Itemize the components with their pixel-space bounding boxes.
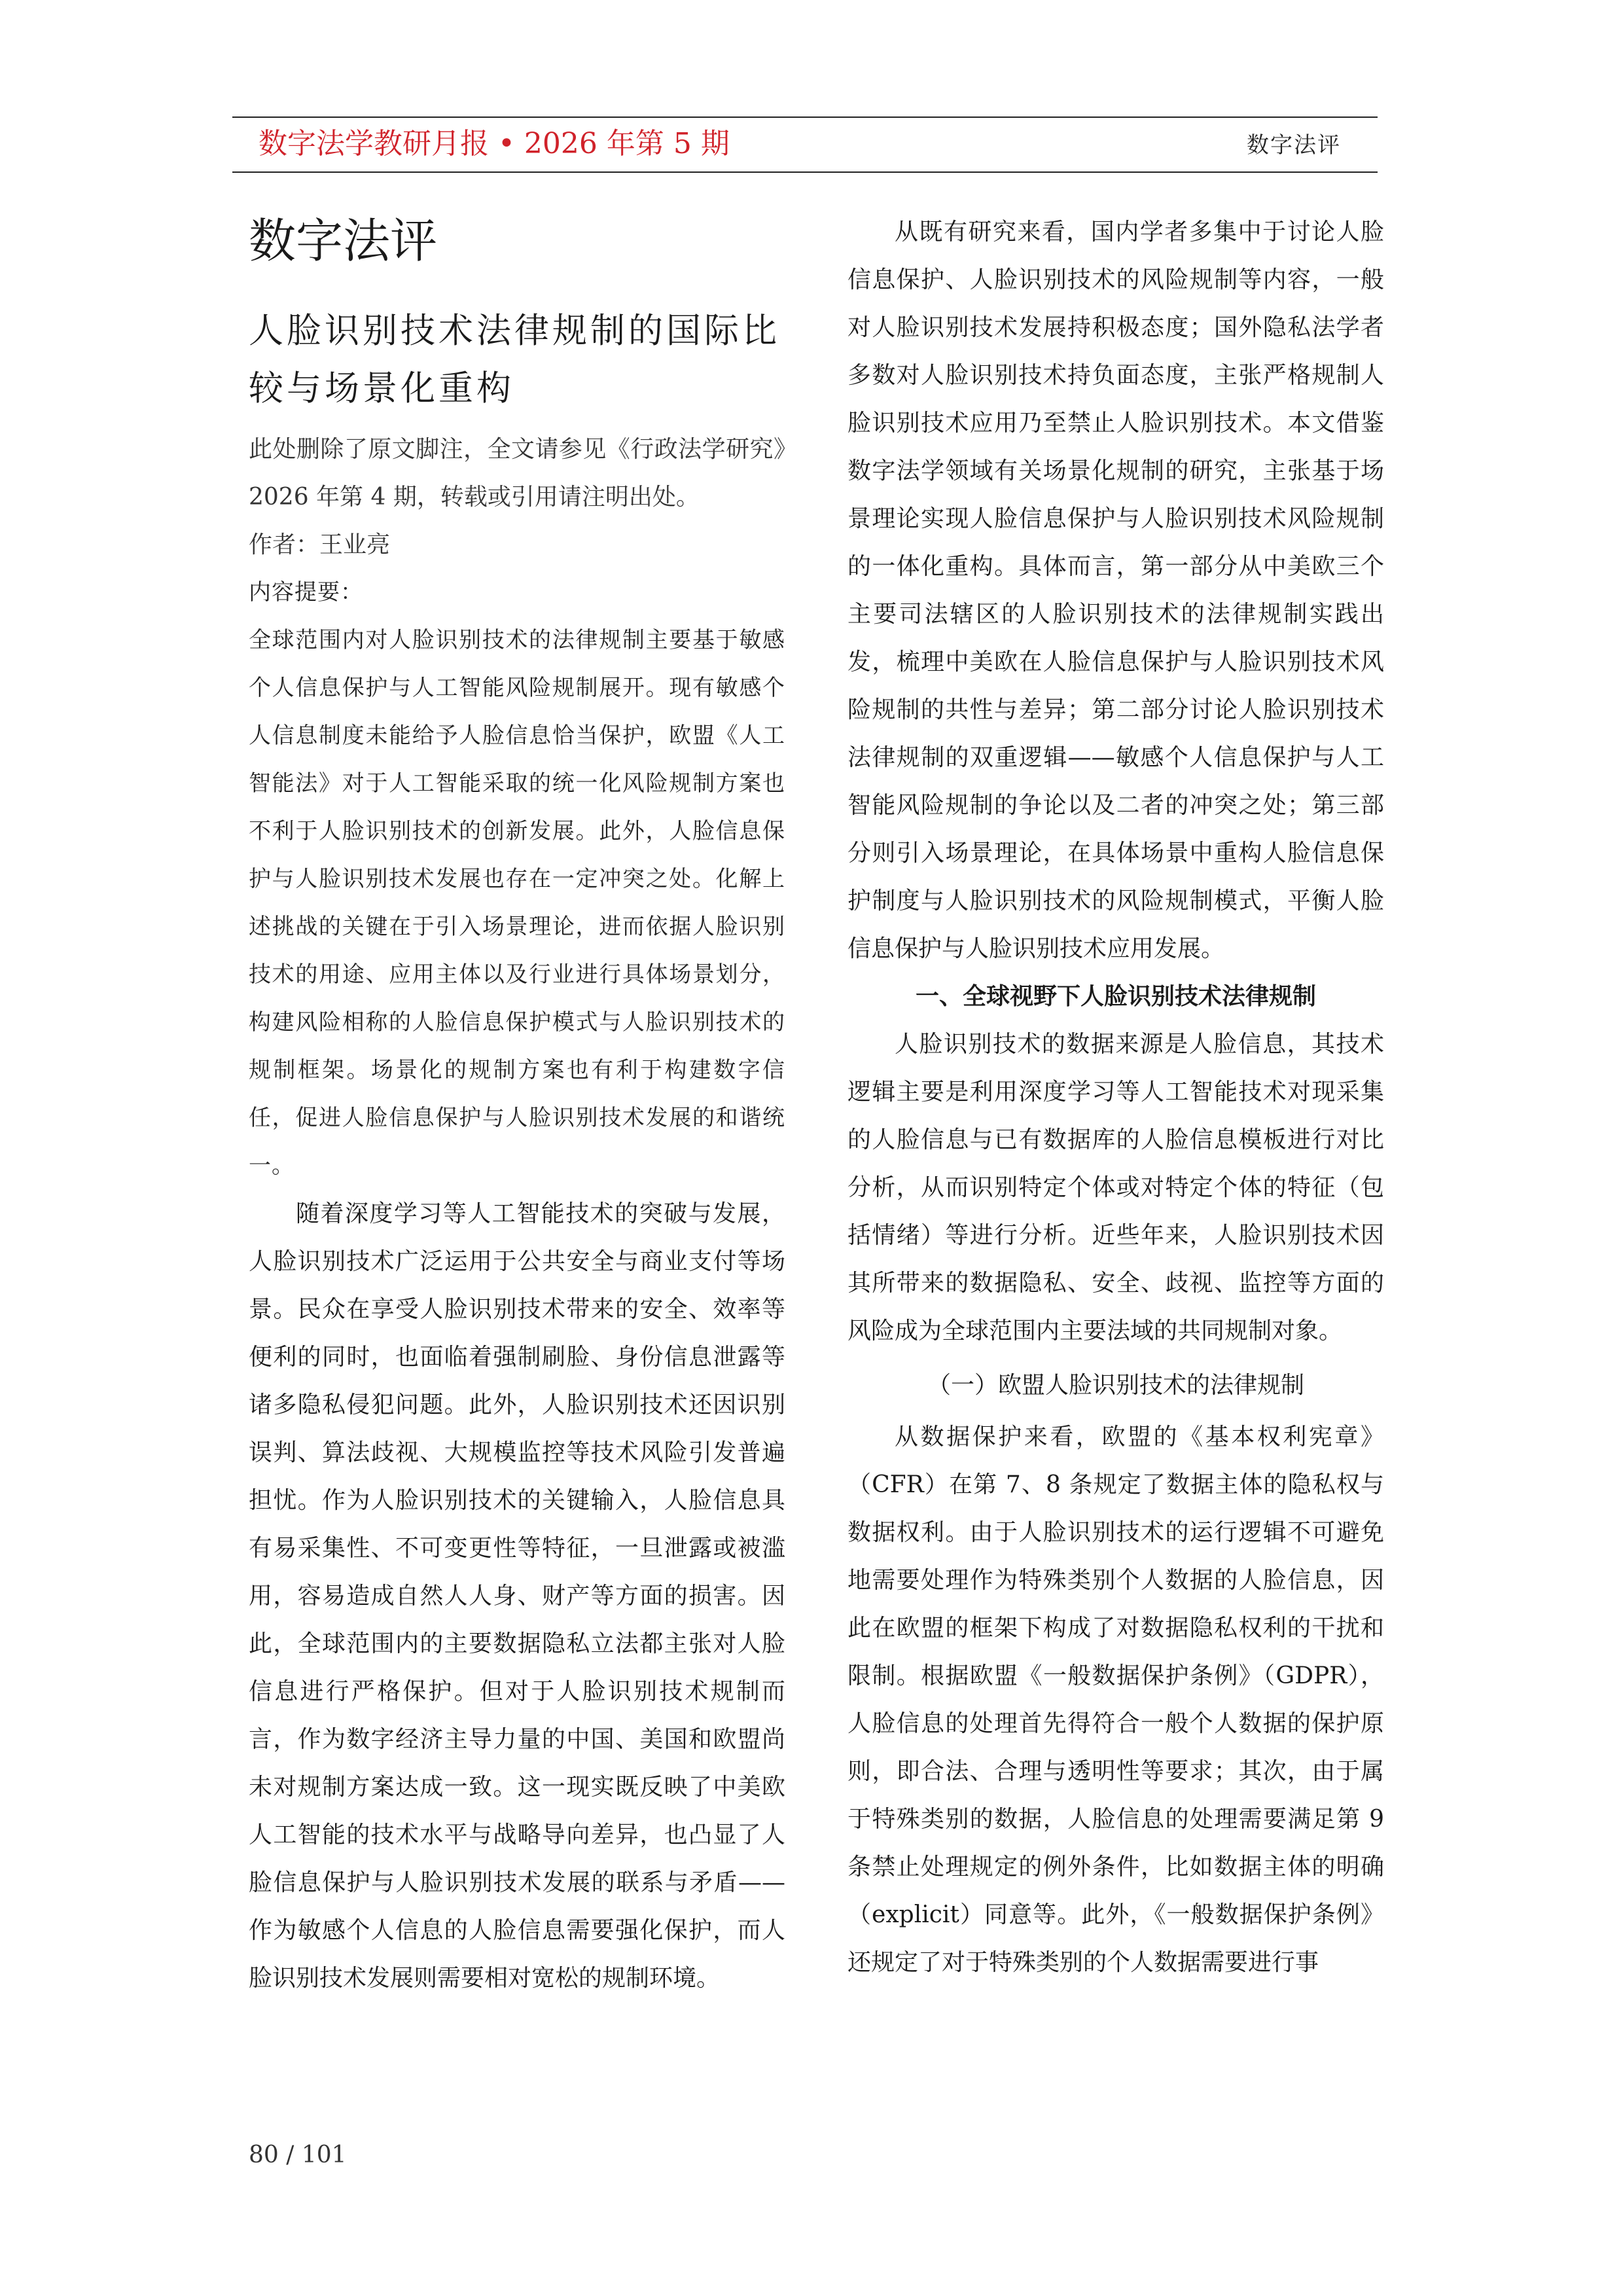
journal-title: 数字法学教研月报 • 2026 年第 5 期 <box>259 127 730 160</box>
section-heading: 数字法评 <box>249 213 438 268</box>
author-line: 作者：王业亮 <box>249 531 391 558</box>
header-top-rule <box>232 117 1378 118</box>
left-column <box>249 208 785 2002</box>
header-section-label: 数字法评 <box>1247 132 1341 158</box>
intro-paragraph: 随着深度学习等人工智能技术的突破与发展，人脸识别技术广泛运用于公共安全与商业支付等场景。民众在享受人脸识别技术带来的安全、效率等便利的同时，也面临着强制刷脸、身份信息泄露等诸多隐私侵犯问题。此外，人脸识别技术还因识别误判、算法歧视、大规模监控等技术风险引发普遍担忧。作为人脸识别技术的关键输入，人脸信息具有易采集性、不可变更性等特征，一旦泄露或被滥用，容易造成自然人人身、财产等方面的损害。因此，全球范围内的主要数据隐私立法都主张对人脸信息进行严格保护。但对于人脸识别技术规制而言，作为数字经济主导力量的中国、美国和欧盟尚未对规制方案达成一致。这一现实既反映了中美欧人工智能的技术水平与战略导向差异，也凸显了人脸信息保护与人脸识别技术发展的联系与矛盾——作为敏感个人信息的人脸信息需要强化保护，而人脸识别技术发展则需要相对宽松的规制环境。 <box>249 1200 785 1992</box>
header-bottom-rule <box>232 171 1378 173</box>
source-note: 此处删除了原文脚注，全文请参见《行政法学研究》2026 年第 4 期，转载或引用请注明出处。 <box>249 436 785 511</box>
article-title: 人脸识别技术法律规制的国际比较与场景化重构 <box>249 311 780 408</box>
abstract-text: 全球范围内对人脸识别技术的法律规制主要基于敏感个人信息保护与人工智能风险规制展开。现有敏感个人信息制度未能给予人脸信息恰当保护，欧盟《人工智能法》对于人工智能采取的统一化风险规制方案也不利于人脸识别技术的创新发展。此外，人脸信息保护与人脸识别技术发展也存在一定冲突之处。化解上述挑战的关键在于引入场景理论，进而依据人脸识别技术的用途、应用主体以及行业进行具体场景划分，构建风险相称的人脸信息保护模式与人脸识别技术的规制框架。场景化的规制方案也有利于构建数字信任，促进人脸信息保护与人脸识别技术发展的和谐统一。 <box>249 627 785 1179</box>
tech-paragraph: 人脸识别技术的数据来源是人脸信息，其技术逻辑主要是利用深度学习等人工智能技术对现采集的人脸信息与已有数据库的人脸信息模板进行对比分析，从而识别特定个体或对特定个体的特征（包括情绪）等进行分析。近些年来，人脸识别技术因其所带来的数据隐私、安全、歧视、监控等方面的风险成为全球范围内主要法域的共同规制对象。 <box>847 1031 1384 1344</box>
heading-part-one: 一、全球视野下人脸识别技术法律规制 <box>915 982 1316 1010</box>
research-paragraph: 从既有研究来看，国内学者多集中于讨论人脸信息保护、人脸识别技术的风险规制等内容，一般对人脸识别技术发展持积极态度；国外隐私法学者多数对人脸识别技术持负面态度，主张严格规制人脸识别技术应用乃至禁止人脸识别技术。本文借鉴数字法学领域有关场景化规制的研究，主张基于场景理论实现人脸信息保护与人脸识别技术风险规制的一体化重构。具体而言，第一部分从中美欧三个主要司法辖区的人脸识别技术的法律规制实践出发，梳理中美欧在人脸信息保护与人脸识别技术风险规制的共性与差异；第二部分讨论人脸识别技术法律规制的双重逻辑——敏感个人信息保护与人工智能风险规制的争论以及二者的冲突之处；第三部分则引入场景理论，在具体场景中重构人脸信息保护制度与人脸识别技术的风险规制模式，平衡人脸信息保护与人脸识别技术应用发展。 <box>847 219 1384 962</box>
page-number: 80 / 101 <box>249 2142 347 2168</box>
abstract-label: 内容提要： <box>249 579 363 605</box>
right-column <box>847 208 1384 1986</box>
eu-paragraph: 从数据保护来看，欧盟的《基本权利宪章》（CFR）在第 7、8 条规定了数据主体的隐私权与数据权利。由于人脸识别技术的运行逻辑不可避免地需要处理作为特殊类别个人数据的人脸信息，因此在欧盟的框架下构成了对数据隐私权利的干扰和限制。根据欧盟《一般数据保护条例》（GDPR），人脸信息的处理首先得符合一般个人数据的保护原则，即合法、合理与透明性等要求；其次，由于属于特殊类别的数据，人脸信息的处理需要满足第 9 条禁止处理规定的例外条件，比如数据主体的明确（explicit）同意等。此外，《一般数据保护条例》还规定了对于特殊类别的个人数据需要进行事 <box>847 1424 1384 1976</box>
heading-eu: （一）欧盟人脸识别技术的法律规制 <box>927 1372 1304 1399</box>
